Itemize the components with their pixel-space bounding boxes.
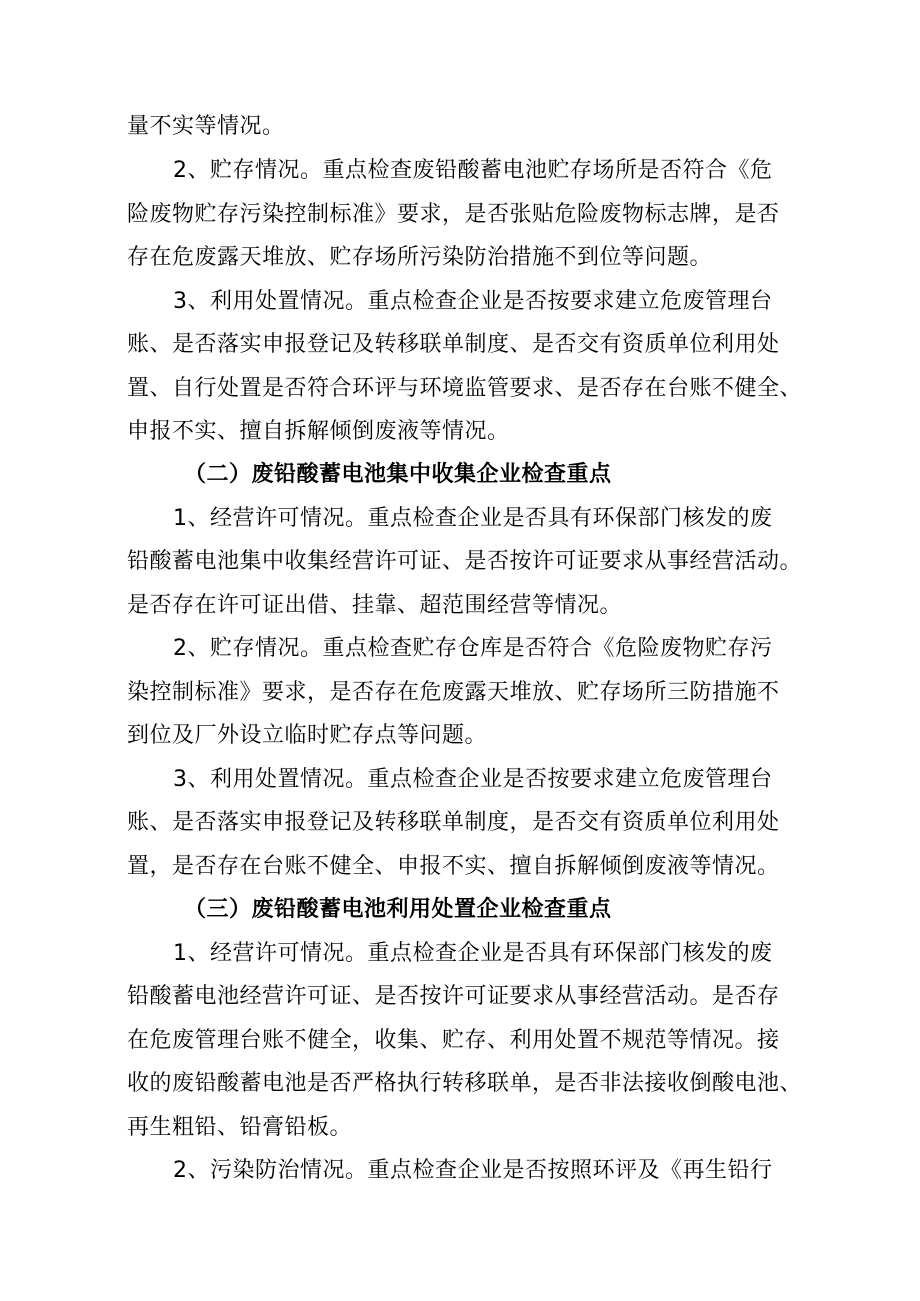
text-line: 申报不实、擅自拆解倾倒废液等情况。 bbox=[127, 419, 510, 444]
text-line-tail-of-previous-paragraph: 量不实等情况。 bbox=[127, 114, 285, 139]
text-line-storage-item-start: 2、贮存情况。重点检查废铅酸蓄电池贮存场所是否符合《危 bbox=[173, 158, 773, 183]
text-line: 置、自行处置是否符合环评与环境监管要求、是否存在台账不健全、 bbox=[127, 376, 803, 401]
text-line: 在危废管理台账不健全，收集、贮存、利用处置不规范等情况。接 bbox=[127, 1028, 780, 1053]
section-heading-collection-enterprises: （二）废铅酸蓄电池集中收集企业检查重点 bbox=[184, 462, 612, 487]
text-line: 账、是否落实申报登记及转移联单制度，是否交有资质单位利用处 bbox=[127, 810, 780, 835]
text-line-license-item-start: 1、经营许可情况。重点检查企业是否具有环保部门核发的废 bbox=[173, 941, 773, 966]
text-line-license-item-start: 1、经营许可情况。重点检查企业是否具有环保部门核发的废 bbox=[173, 506, 773, 531]
text-line: 收的废铅酸蓄电池是否严格执行转移联单，是否非法接收倒酸电池、 bbox=[127, 1071, 803, 1096]
text-line: 险废物贮存污染控制标准》要求，是否张贴危险废物标志牌，是否 bbox=[127, 202, 780, 227]
text-line-storage-item-start: 2、贮存情况。重点检查贮存仓库是否符合《危险废物贮存污 bbox=[173, 636, 773, 661]
text-line: 置，是否存在台账不健全、申报不实、擅自拆解倾倒废液等情况。 bbox=[127, 854, 780, 879]
text-line: 存在危废露天堆放、贮存场所污染防治措施不到位等问题。 bbox=[127, 245, 713, 270]
section-heading-disposal-enterprises: （三）废铅酸蓄电池利用处置企业检查重点 bbox=[184, 897, 612, 922]
text-line: 再生粗铅、铅膏铅板。 bbox=[127, 1115, 353, 1140]
text-line-pollution-item-start: 2、污染防治情况。重点检查企业是否按照环评及《再生铅行 bbox=[173, 1158, 773, 1183]
text-line: 是否存在许可证出借、挂靠、超范围经营等情况。 bbox=[127, 593, 623, 618]
text-line: 铅酸蓄电池经营许可证、是否按许可证要求从事经营活动。是否存 bbox=[127, 984, 780, 1009]
text-line: 染控制标准》要求，是否存在危废露天堆放、贮存场所三防措施不 bbox=[127, 680, 780, 705]
text-line: 账、是否落实申报登记及转移联单制度、是否交有资质单位利用处 bbox=[127, 332, 780, 357]
text-line-disposal-item-start: 3、利用处置情况。重点检查企业是否按要求建立危废管理台 bbox=[173, 289, 773, 314]
text-line: 铅酸蓄电池集中收集经营许可证、是否按许可证要求从事经营活动。 bbox=[127, 549, 803, 574]
text-line-disposal-item-start: 3、利用处置情况。重点检查企业是否按要求建立危废管理台 bbox=[173, 767, 773, 792]
text-line: 到位及厂外设立临时贮存点等问题。 bbox=[127, 723, 488, 748]
